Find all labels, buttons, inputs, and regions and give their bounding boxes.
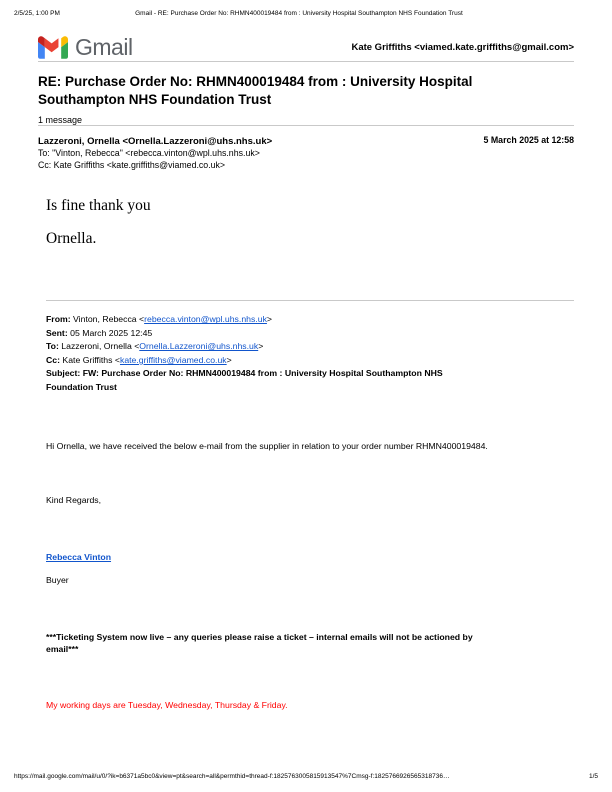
message-to: To: "Vinton, Rebecca" <rebecca.vinton@wpl.uhs.nhs.uk> — [38, 148, 260, 159]
signature-name[interactable]: Rebecca Vinton — [46, 552, 112, 563]
subject-value: FW: Purchase Order No: RHMN400019484 from : University Hospital Southampton NHS Foundation Trust — [46, 368, 443, 392]
quoted-paragraph: Hi Ornella, we have received the below e-mail from the supplier in relation to your order number RHMN400019484. — [46, 441, 488, 452]
cc-label: Cc: — [46, 354, 60, 365]
gmail-envelope-icon — [38, 36, 68, 59]
message-header — [38, 135, 574, 171]
cc-name: Kate Griffiths < — [60, 354, 120, 365]
account-owner: Kate Griffiths <viamed.kate.griffiths@gmail.com> — [351, 42, 574, 53]
quoted-to-line — [46, 340, 574, 354]
quoted-paragraph: Kind Regards, — [46, 495, 102, 506]
print-datetime: 2/5/25, 1:00 PM — [14, 10, 60, 17]
divider — [38, 61, 574, 62]
print-page-number: 1/5 — [588, 773, 598, 780]
message-body — [46, 197, 574, 248]
print-footer — [14, 773, 598, 780]
quoted-subject-line — [46, 367, 486, 394]
message-date: 5 March 2025 at 12:58 — [483, 135, 574, 146]
quoted-message — [46, 300, 574, 711]
subject-label: Subject: — [46, 368, 81, 379]
message-header-left — [38, 135, 272, 171]
sent-value: 05 March 2025 12:45 — [67, 327, 153, 338]
quoted-sent-line — [46, 327, 574, 341]
from-name: Vinton, Rebecca < — [70, 314, 145, 325]
quoted-cc-line — [46, 354, 574, 368]
to-close: > — [258, 341, 264, 352]
gmail-logo — [38, 34, 133, 61]
print-header — [14, 10, 598, 17]
working-days-notice: My working days are Tuesday, Wednesday, Thursday & Friday. — [46, 700, 288, 711]
divider — [38, 125, 574, 126]
to-name: Lazzeroni, Ornella < — [58, 341, 140, 352]
gmail-wordmark: Gmail — [75, 34, 133, 60]
message-cc: Cc: Kate Griffiths <kate.griffiths@viamed.co.uk> — [38, 159, 226, 170]
quoted-headers — [46, 313, 574, 394]
to-label: To: — [46, 341, 59, 352]
from-email-link[interactable]: rebecca.vinton@wpl.uhs.nhs.uk — [144, 314, 267, 325]
quoted-body — [46, 440, 574, 711]
cc-email-link[interactable]: kate.griffiths@viamed.co.uk — [119, 354, 227, 365]
quote-divider — [46, 300, 574, 301]
from-close: > — [266, 314, 272, 325]
signature-role: Buyer — [46, 575, 69, 586]
ticketing-notice: ***Ticketing System now live – any queries please raise a ticket – internal emails will not be actioned by email*** — [46, 632, 473, 655]
print-url: https://mail.google.com/mail/u/0/?ik=b6371a5bc0&view=pt&search=all&permthid=thread-f:1825763005815913547%7Cmsg-f:1825766926565318736… — [14, 773, 450, 780]
message-sender: Lazzeroni, Ornella <Ornella.Lazzeroni@uhs.nhs.uk> — [38, 136, 273, 148]
gmail-masthead — [38, 34, 574, 61]
sent-label: Sent: — [46, 327, 68, 338]
cc-close: > — [226, 354, 232, 365]
to-email-link[interactable]: Ornella.Lazzeroni@uhs.nhs.uk — [139, 341, 259, 352]
body-line: Ornella. — [46, 230, 97, 248]
signature-name-link[interactable] — [46, 551, 574, 563]
thread-subject: RE: Purchase Order No: RHMN400019484 from : University Hospital Southampton NHS Foundation Trust — [38, 74, 473, 108]
print-title: Gmail - RE: Purchase Order No: RHMN400019484 from : University Hospital Southampton NHS Foundation Trust — [135, 10, 463, 17]
body-line: Is fine thank you — [46, 197, 151, 215]
from-label: From: — [46, 314, 71, 325]
quoted-from-line — [46, 313, 574, 327]
message-count: 1 message — [38, 115, 83, 126]
